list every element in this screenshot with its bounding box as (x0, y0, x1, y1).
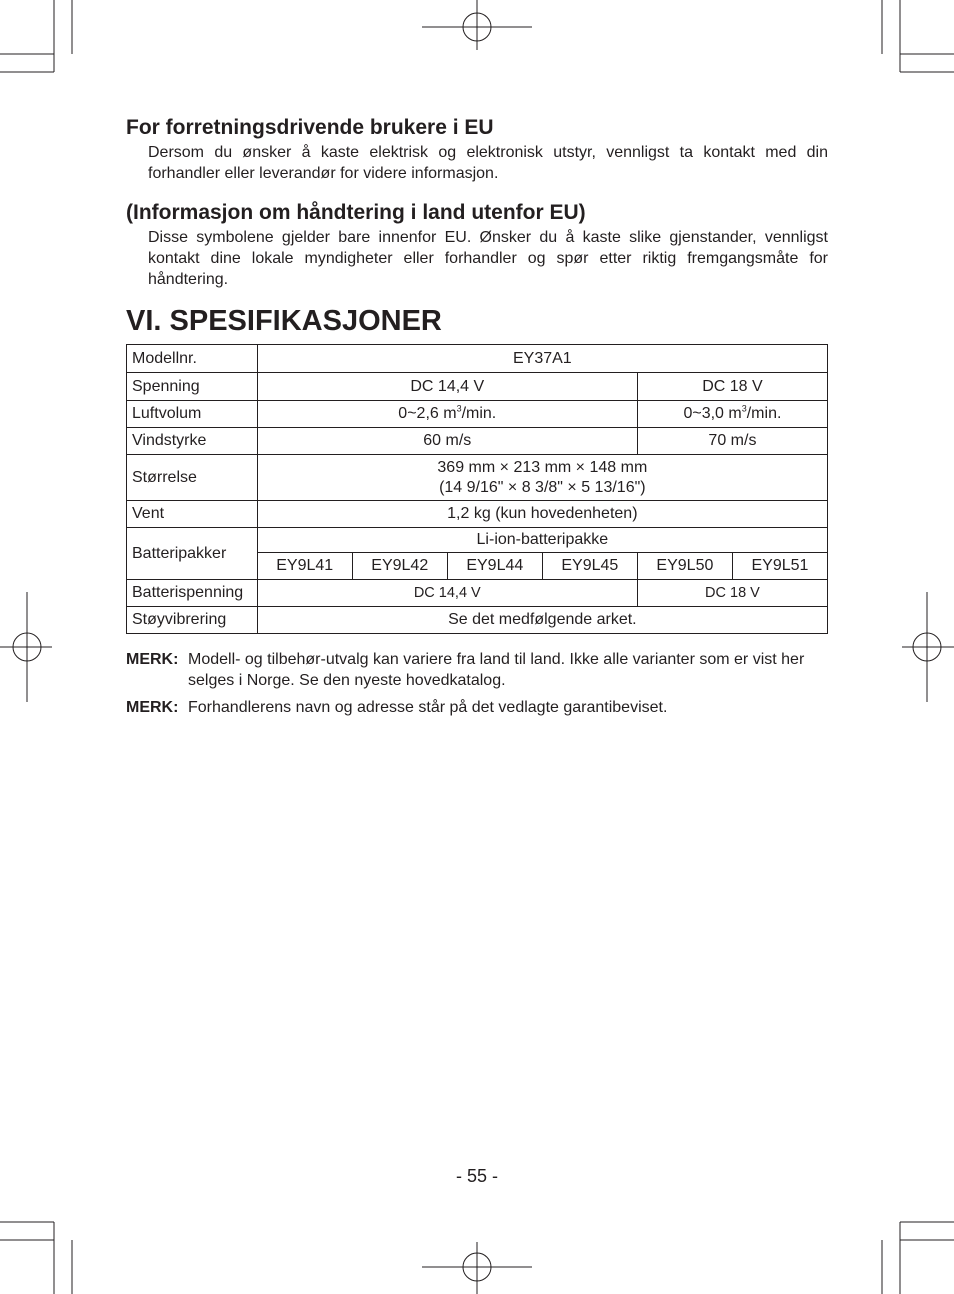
airflow-b (637, 401, 827, 428)
table-row (127, 607, 828, 634)
noise-value: Se det medfølgende arket. (257, 607, 827, 634)
battery-model: EY9L51 (732, 553, 827, 580)
table-row (127, 501, 828, 528)
battery-voltage-b: DC 18 V (637, 580, 827, 607)
page-number: - 55 - (455, 1166, 498, 1186)
airflow-a-unit: /min. (461, 405, 497, 422)
note-text: Modell- og tilbehør-utvalg kan variere fra land til land. Ikke alle varianter som er vist her selges i Norge. Se den nyeste hovedkatalog. (188, 651, 805, 689)
noise-label: Støyvibrering (127, 607, 258, 634)
eu-business-section (126, 114, 828, 184)
airflow-a-exponent: 3 (456, 403, 462, 414)
airflow-a-value: 0~2,6 m (398, 405, 457, 422)
notes (126, 649, 828, 724)
battery-model: EY9L41 (257, 553, 352, 580)
eu-business-heading: For forretningsdrivende brukere i EU (126, 116, 494, 139)
eu-business-text: Dersom du ønsker å kaste elektrisk og elektronisk utstyr, vennligst ta kontakt med din forhandler eller leverandør for videre informasjon. (148, 144, 828, 182)
battery-model: EY9L44 (447, 553, 542, 580)
non-eu-text: Disse symbolene gjelder bare innenfor EU. Ønsker du å kaste slike gjenstander, vennligst kontakt dine lokale myndigheter eller forhandler og spør etter riktig fremgangsmåte for håndtering. (148, 229, 828, 288)
size-label: Størrelse (127, 455, 258, 501)
voltage-a: DC 14,4 V (257, 373, 637, 401)
weight-label: Vent (127, 501, 258, 528)
table-row (127, 528, 828, 553)
table-row (127, 345, 828, 373)
wind-a: 60 m/s (257, 428, 637, 455)
size-in: (14 9/16" × 8 3/8" × 5 13/16") (439, 478, 646, 496)
size-value (257, 455, 827, 501)
airflow-label: Luftvolum (127, 401, 258, 428)
airflow-b-exponent: 3 (741, 403, 747, 414)
wind-label: Vindstyrke (127, 428, 258, 455)
wind-b: 70 m/s (637, 428, 827, 455)
non-eu-heading: (Informasjon om håndtering i land utenfor EU) (126, 201, 586, 224)
non-eu-section (126, 199, 828, 290)
weight-value: 1,2 kg (kun hovedenheten) (257, 501, 827, 528)
table-row (127, 580, 828, 607)
table-row (127, 373, 828, 401)
spec-table (126, 344, 828, 634)
voltage-label: Spenning (127, 373, 258, 401)
airflow-a (257, 401, 637, 428)
table-row (127, 401, 828, 428)
model-value: EY37A1 (257, 345, 827, 373)
table-row (127, 455, 828, 501)
battery-voltage-label: Batterispenning (127, 580, 258, 607)
airflow-b-unit: /min. (746, 405, 782, 422)
spec-title: VI. SPESIFIKASJONER (126, 305, 442, 337)
note-label: MERK: (126, 699, 179, 716)
battery-model: EY9L42 (352, 553, 447, 580)
voltage-b: DC 18 V (637, 373, 827, 401)
size-mm: 369 mm × 213 mm × 148 mm (437, 458, 648, 476)
note-label: MERK: (126, 651, 179, 668)
note-item (126, 697, 828, 718)
battery-model: EY9L45 (542, 553, 637, 580)
airflow-b-value: 0~3,0 m (683, 405, 742, 422)
table-row (127, 428, 828, 455)
note-item (126, 649, 828, 691)
battery-label: Batteripakker (127, 528, 258, 580)
battery-voltage-a: DC 14,4 V (257, 580, 637, 607)
battery-model: EY9L50 (637, 553, 732, 580)
battery-type: Li-ion-batteripakke (257, 528, 827, 553)
note-text: Forhandlerens navn og adresse står på det vedlagte garantibeviset. (188, 699, 668, 716)
model-label: Modellnr. (127, 345, 258, 373)
